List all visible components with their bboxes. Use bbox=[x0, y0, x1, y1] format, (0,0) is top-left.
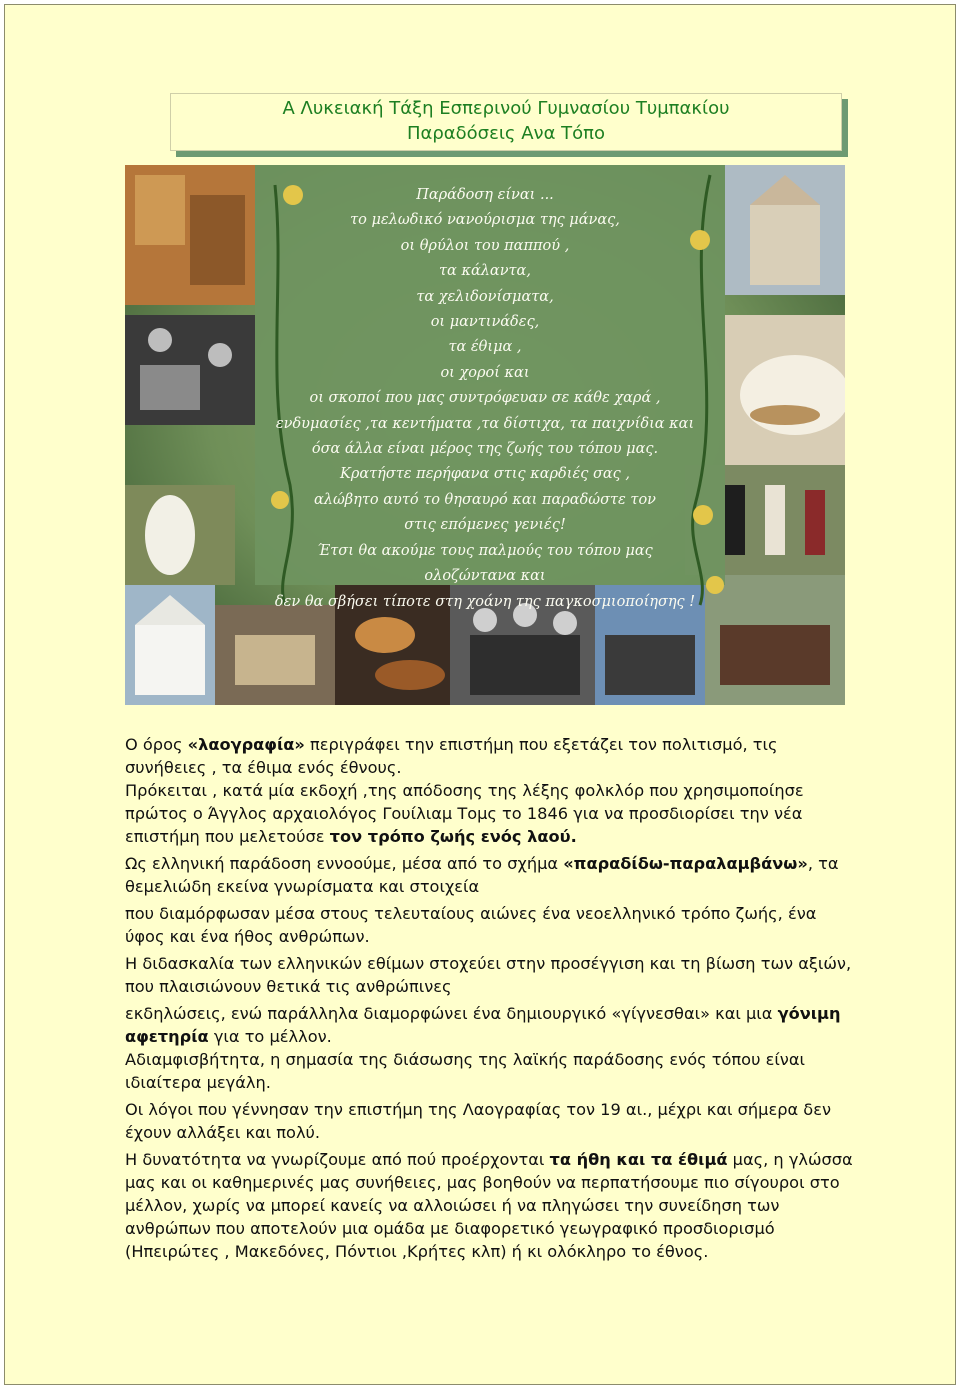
poem-text bbox=[265, 183, 705, 615]
poem-line: αλώβητο αυτό το θησαυρό και παραδώστε τον bbox=[313, 491, 656, 508]
bold-term: «λαογραφία» bbox=[187, 735, 305, 754]
bold-term: «παραδίδω-παραλαμβάνω» bbox=[563, 854, 808, 873]
poem-line: τα κάλαντα, bbox=[439, 263, 531, 280]
poem-line: οι σκοποί που μας συντρόφευαν σε κάθε χαρά , bbox=[309, 390, 661, 407]
flower-icon bbox=[706, 576, 724, 594]
paragraph-teaching bbox=[125, 952, 853, 998]
text-run: εκδηλώσεις, ενώ παράλληλα διαμορφώνει ένα δημιουργικό «γίγνεσθαι» και μια bbox=[125, 1004, 778, 1023]
poem-line: τα χελιδονίσματα, bbox=[416, 288, 554, 305]
poem-line: Έτσι θα ακούμε τους παλμούς του τόπου μας bbox=[317, 542, 653, 559]
paragraph-definition bbox=[125, 733, 853, 779]
text-run: μας, η γλώσσα μας και οι καθημερινές μας συνήθειες, μας βοηθούν να περπατήσουμε πιο σίγουροι στο μέλλον, χωρίς να μπορεί κανείς να αλλοιώσει ή να πληγώσει την συνείδηση των ανθρώπων που αποτελούν μια ομάδα με διαφορετικό γεωγραφικό προσδιορισμό (Ηπειρώτες , Μακεδόνες, Πόντιοι ,Κρήτες κλπ) ή κι ολόκληρο το έθνος. bbox=[125, 1150, 853, 1261]
paragraph-way-of-life: που διαμόρφωσαν μέσα στους τελευταίους αιώνες ένα νεοελληνικό τρόπο ζωής, ένα ύφος και ένα ήθος ανθρώπων. bbox=[125, 904, 817, 946]
body-text bbox=[125, 733, 853, 1263]
text-run: Η διδασκαλία των ελληνικών εθίμων στοχεύει στην προσέγγιση και τη βίωση των αξιών, που πλαισιώνουν θετικά τις ανθρώπινες bbox=[125, 954, 852, 996]
poem-line: το μελωδικό νανούρισμα της μάνας, bbox=[350, 212, 620, 229]
document-page bbox=[4, 4, 956, 1385]
paragraph-importance: Αδιαμφισβήτητα, η σημασία της διάσωσης της λαϊκής παράδοσης ενός τόπου είναι ιδιαίτερα μεγάλη. bbox=[125, 1050, 806, 1092]
text-run: Ως ελληνική παράδοση εννοούμε, μέσα από το σχήμα bbox=[125, 854, 564, 873]
text-run: , τα θεμελιώδη εκείνα γνωρίσματα και στοιχεία bbox=[125, 854, 839, 896]
text-run: Η δυνατότητα να γνωρίζουμε από πού προέρχονται bbox=[125, 1150, 550, 1169]
header-subtitle: Παραδόσεις Ανα Τόπο bbox=[406, 123, 606, 144]
poem-line: όσα άλλα είναι μέρος της ζωής του τόπου μας. bbox=[311, 441, 659, 458]
tradition-collage-image bbox=[125, 165, 845, 705]
poem-line: οι μαντινάδες, bbox=[430, 314, 540, 331]
header-title: Α Λυκειακή Τάξη Εσπερινού Γυμνασίου Τυμπακίου bbox=[282, 98, 730, 119]
poem-line: οι θρύλοι του παππού , bbox=[400, 237, 570, 254]
poem-line: Παράδοση είναι ... bbox=[416, 187, 554, 203]
bold-term: τον τρόπο ζωής ενός λαού. bbox=[329, 827, 577, 846]
poem-line: δεν θα σβήσει τίποτε στη χοάνη της παγκοσμιοποίησης ! bbox=[274, 593, 696, 610]
paragraph-origin bbox=[125, 779, 853, 848]
bold-term: γόνιμη αφετηρία bbox=[125, 1004, 841, 1046]
poem-line: τα έθιμα , bbox=[448, 339, 522, 356]
header-box bbox=[170, 93, 842, 151]
poem-line: ολοζώντανα και bbox=[424, 568, 546, 585]
poem-line: στις επόμενες γενιές! bbox=[404, 517, 566, 534]
poem-line: ενδυμασίες ,τα κεντήματα ,τα δίστιχα, τα παιχνίδια και bbox=[275, 415, 695, 432]
text-run: για το μέλλον. bbox=[208, 1027, 332, 1046]
paragraph-reasons: Οι λόγοι που γέννησαν την επιστήμη της Λαογραφίας τον 19 αι., μέχρι και σήμερα δεν έχουν αλλάξει και πολύ. bbox=[125, 1100, 831, 1142]
poem-line: οι χοροί και bbox=[440, 364, 530, 381]
poem-line: Κρατήστε περήφανα στις καρδιές σας , bbox=[340, 466, 630, 483]
paragraph-knowing-customs bbox=[125, 1148, 853, 1263]
text-run: Ο όρος bbox=[125, 735, 188, 754]
paragraph-greek-tradition bbox=[125, 852, 853, 898]
text-run: περιγράφει την επιστήμη που εξετάζει τον πολιτισμό, τις συνήθειες , τα έθιμα ενός έθνους. bbox=[125, 735, 778, 777]
paragraph-creative bbox=[125, 1002, 853, 1048]
text-run: Πρόκειται , κατά μία εκδοχή ,της απόδοσης της λέξης φολκλόρ που χρησιμοποίησε πρώτος ο Άγγλος αρχαιολόγος Γουίλιαμ Τομς το 1846 για να προσδιορίσει την νέα επιστήμη που μελετούσε bbox=[125, 781, 804, 846]
bold-term: τα ήθη και τα έθιμά bbox=[549, 1150, 728, 1169]
